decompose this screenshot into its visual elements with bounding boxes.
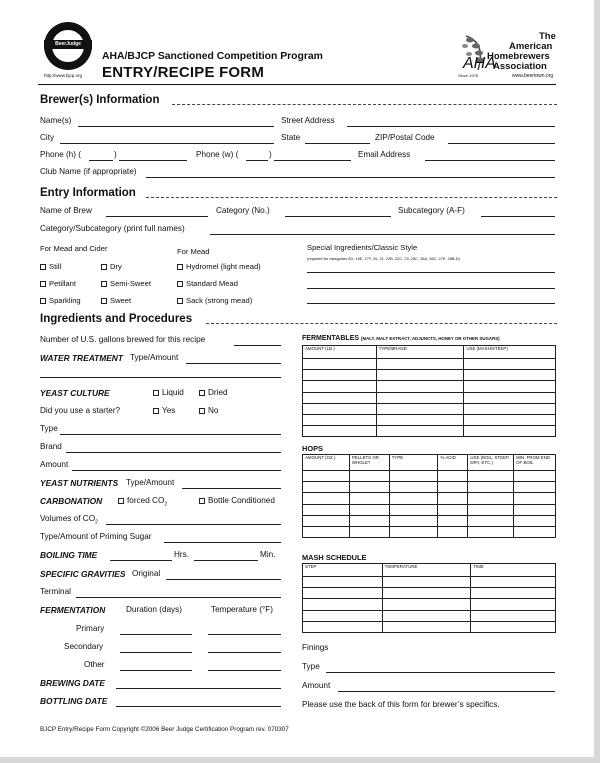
still-checkbox[interactable]: Still [40, 262, 61, 271]
hops-table[interactable]: AMOUNT (OZ.) PELLETS OR WHOLE? TYPE % ACID USE (BOIL, STEEP, DRY, ETC.) MIN. FROM END OF BOIL [302, 454, 556, 538]
boil-min-field[interactable] [194, 560, 258, 561]
bjcp-seal-logo: BeerJudge [44, 22, 92, 70]
name-field[interactable] [78, 126, 274, 127]
original-gravity-field[interactable] [166, 579, 281, 580]
gallons-field[interactable] [234, 345, 281, 346]
finings-amount-field[interactable] [338, 691, 555, 692]
ingredients-section-heading: Ingredients and Procedures [40, 313, 193, 325]
bottling-date-field[interactable] [116, 706, 281, 707]
bjcp-url: http://www.bjcp.org [44, 73, 83, 78]
sack-checkbox[interactable]: Sack (strong mead) [177, 296, 252, 305]
standard-mead-checkbox[interactable]: Standard Mead [177, 279, 238, 288]
category-field[interactable] [285, 216, 391, 217]
other-duration-field[interactable] [120, 670, 192, 671]
program-title: AHA/BJCP Sanctioned Competition Program [102, 51, 323, 62]
sweet-checkbox[interactable]: Sweet [101, 296, 131, 305]
primary-temp-field[interactable] [208, 634, 281, 635]
petillant-checkbox[interactable]: Petillant [40, 279, 76, 288]
nutrients-field[interactable] [182, 488, 281, 489]
category-subcategory-field[interactable] [210, 234, 555, 235]
form-title: ENTRY/RECIPE FORM [102, 64, 265, 81]
footer-copyright: BJCP Entry/Recipe Form Copyright ©2006 Beer Judge Certification Program rev. 070307 [40, 726, 289, 733]
finings-type-field[interactable] [326, 672, 555, 673]
volumes-co2-label: Volumes of $CO_2$ [40, 514, 98, 526]
starter-yes-checkbox[interactable]: Yes [153, 406, 175, 415]
fermentables-title: FERMENTABLES (MALT, MALT EXTRACT, ADJUNCTS, HONEY OR OTHER SUGARS) [302, 335, 500, 342]
bottle-conditioned-checkbox[interactable]: Bottle Conditioned [199, 496, 275, 505]
brewing-date-field[interactable] [116, 688, 281, 689]
yeast-brand-field[interactable] [66, 452, 281, 453]
priming-field[interactable] [164, 542, 281, 543]
phone-h-field[interactable] [119, 160, 187, 161]
fermentables-table[interactable]: AMOUNT (LB.) TYPE/BRAND USE (MASH/STEEP) [302, 345, 556, 437]
yeast-amount-field[interactable] [72, 470, 281, 471]
email-field[interactable] [425, 160, 555, 161]
state-field[interactable] [305, 143, 370, 144]
street-field[interactable] [347, 126, 555, 127]
brew-name-field[interactable] [106, 216, 208, 217]
yeast-type-field[interactable] [60, 434, 281, 435]
subcategory-field[interactable] [481, 216, 555, 217]
entry-section-heading: Entry Information [40, 187, 136, 199]
brewer-section-heading: Brewer(s) Information [40, 94, 160, 106]
dry-checkbox[interactable]: Dry [101, 262, 122, 271]
phone-h-area-field[interactable] [89, 160, 113, 161]
volumes-field[interactable] [106, 524, 281, 525]
forced-co2-checkbox[interactable]: forced $CO_2$ [118, 496, 167, 508]
city-field[interactable] [60, 143, 274, 144]
club-field[interactable] [146, 177, 555, 178]
phone-w-area-field[interactable] [246, 160, 268, 161]
mash-table[interactable]: STEP TEMPERATURE TIME [302, 563, 556, 633]
other-temp-field[interactable] [208, 670, 281, 671]
header-divider [38, 84, 556, 85]
entry-recipe-form-page: BeerJudge http://www.bjcp.org AHA/BJCP Sanctioned Competition Program ENTRY/RECIPE FORM The American Homebrewers Association AHA Since 1978 www.beertown.org Brewer(s) Information Name(s) Street Address City State ZIP/Postal Code Phone (h) ( ) Phone (w) ( ) Email Address Club Name (if appropriate) Entry Information Name of Brew Category (No.) Subcategory (A-F) Category/Subcategory (print full names) For Mead and Cider For Mead Still Petillant Sparkling Dry Semi-Sweet Sweet Hydromel (light mead) Standard Mead Sack (strong mead) Special Ingredients/Classic Style (required for categories 6D, 16E, 17F, 20, 21, 22B, 22C, 23, 25C, 26A, 26C, 27E, 28B-D) Ingredients and Procedures Number of U.S. gallons brewed for this recipe WATER TREATMENT Type/Amount YEAST CULTURE Liquid Dried Did you use a starter? Yes No Type Brand Amount YEAST NUTRIENTS Type/Amount CARBONATION forced $CO_2$ Bottle Conditioned Volumes of $CO_2$ Type/Amount of Priming Sugar BOILING TIME Hrs. Min. SPECIFIC GRAVITIES Original Terminal FERMENTATION Duration (days) Temperature (°F) Primary Secondary Other BREWING DATE BOTTLING DATE FERMENTABLES (MALT, MALT EXTRACT, ADJUNCTS, HONEY OR OTHER SUGARS) AMOUNT (LB.) TYPE/BRAND USE (MASH/STEEP) HOPS AMOUNT (OZ.) PELLETS OR WHOLE? TYPE % ACID USE (BOIL, STEEP, DRY, ETC.) MIN. FROM END OF BOIL MASH SCHEDULE STEP TEMPERATURE TIME Finings Type Amount Please use the back of this form for brewer’s specifics. BJCP Entry/Recipe Form Copyright ©2006 Beer Judge Certification Program rev. 070307 [0, 0, 600, 763]
special-line-1[interactable] [307, 272, 555, 273]
semi-sweet-checkbox[interactable]: Semi-Sweet [101, 279, 151, 288]
liquid-checkbox[interactable]: Liquid [153, 388, 184, 397]
dried-checkbox[interactable]: Dried [199, 388, 228, 397]
hydromel-checkbox[interactable]: Hydromel (light mead) [177, 262, 261, 271]
special-line-2[interactable] [307, 288, 555, 289]
boil-hrs-field[interactable] [110, 560, 172, 561]
water-field-1[interactable] [186, 363, 281, 364]
hops-title: HOPS [302, 444, 323, 453]
phone-w-field[interactable] [274, 160, 351, 161]
sparkling-checkbox[interactable]: Sparkling [40, 296, 81, 305]
mash-title: MASH SCHEDULE [302, 553, 367, 562]
primary-duration-field[interactable] [120, 634, 192, 635]
secondary-duration-field[interactable] [120, 652, 192, 653]
water-field-2[interactable] [40, 377, 281, 378]
starter-no-checkbox[interactable]: No [199, 406, 218, 415]
back-of-form-note: Please use the back of this form for brewer’s specifics. [302, 700, 500, 709]
terminal-gravity-field[interactable] [76, 597, 281, 598]
zip-field[interactable] [448, 143, 555, 144]
secondary-temp-field[interactable] [208, 652, 281, 653]
special-line-3[interactable] [307, 303, 555, 304]
